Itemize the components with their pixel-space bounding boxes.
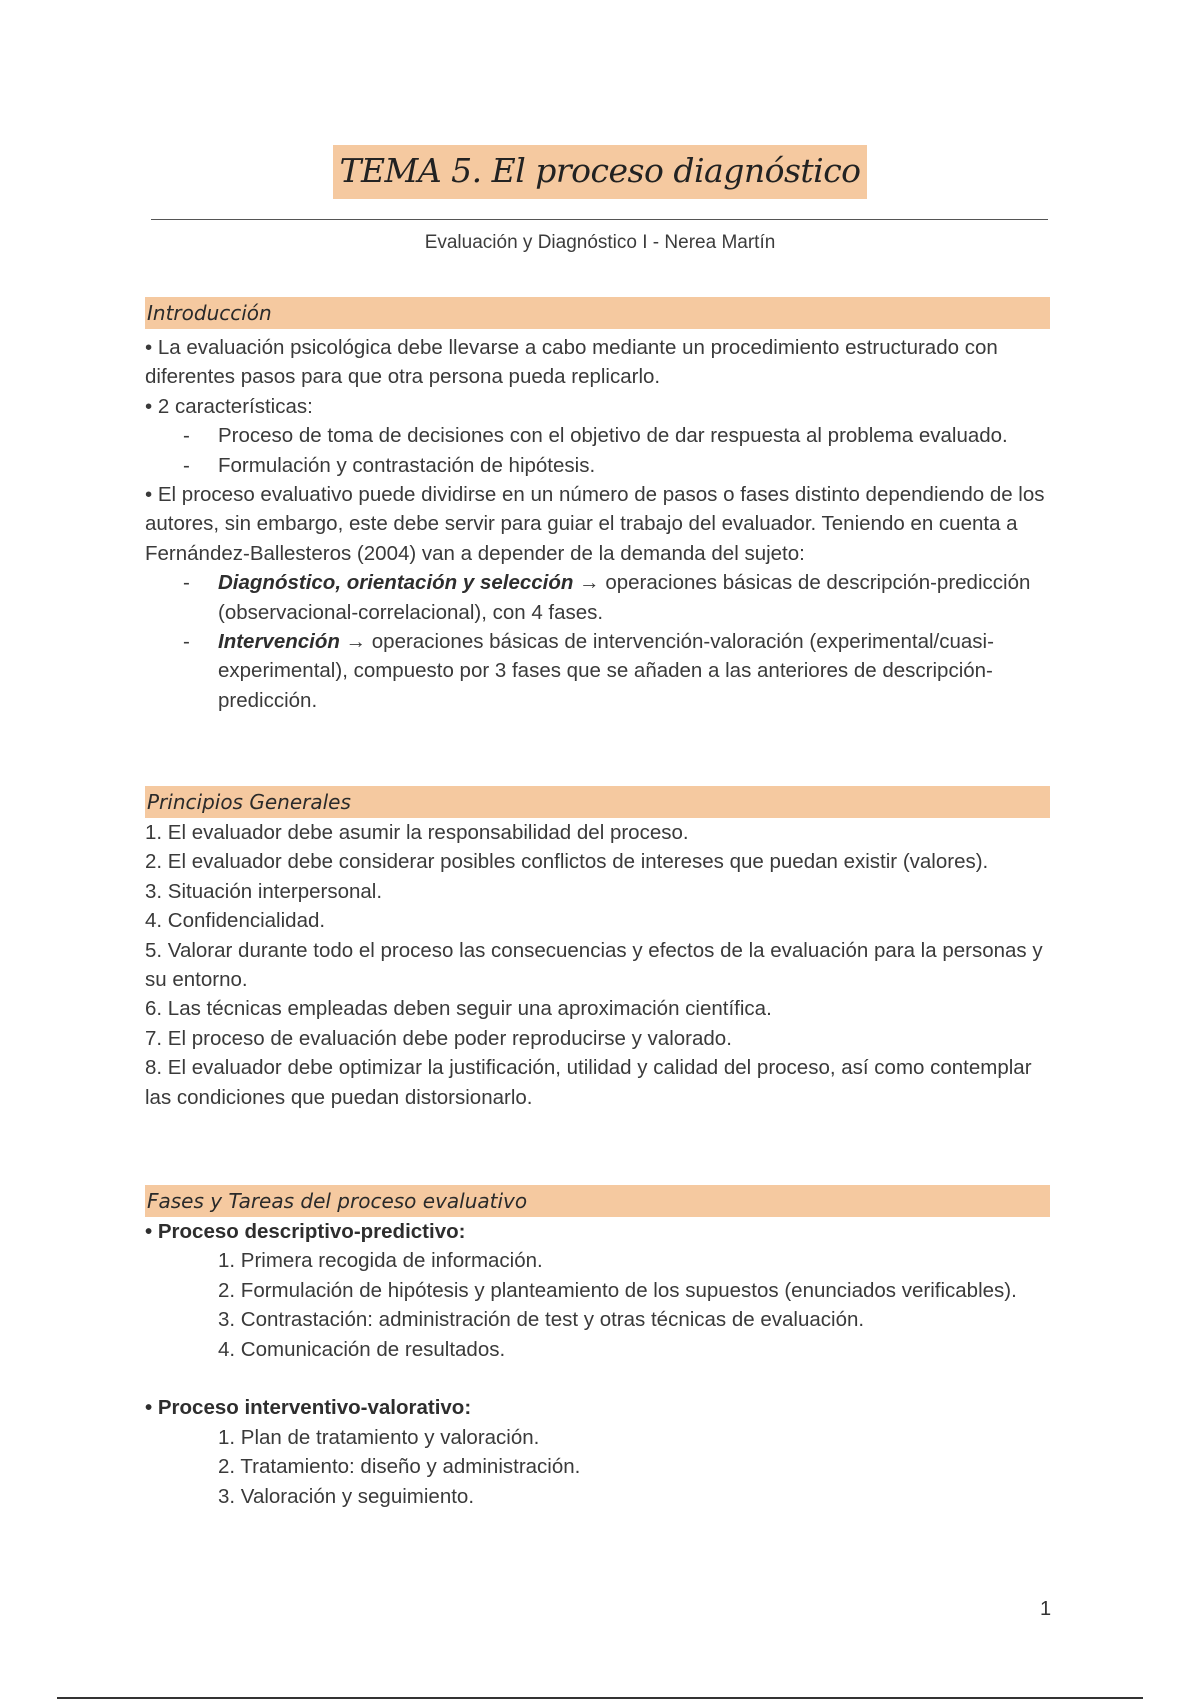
section-heading-fases: Fases y Tareas del proceso evaluativo — [145, 1185, 1050, 1217]
dash-item-text: → operaciones básicas de intervención-valoración (experimental/cuasi-experimental), compuesto por 3 fases que se añaden a las anteriores de descripción-predicción. — [218, 630, 994, 712]
list-item: 8. El evaluador debe optimizar la justificación, utilidad y calidad del proceso, así como contemplar las condiciones que puedan distorsionarlo. — [145, 1056, 1032, 1109]
process-step: 1. Plan de tratamiento y valoración. — [218, 1425, 540, 1449]
process-step: 3. Contrastación: administración de test y otras técnicas de evaluación. — [218, 1308, 865, 1332]
intro-paragraph: • 2 características: — [145, 394, 313, 418]
dash-item-term: Diagnóstico, orientación y selección — [218, 571, 574, 595]
process-title: • Proceso interventivo-valorativo: — [145, 1396, 472, 1420]
intro-body — [145, 333, 1050, 715]
list-item: 2. El evaluador debe considerar posibles conflictos de intereses que puedan existir (valores). — [145, 850, 989, 874]
list-item: 5. Valorar durante todo el proceso las consecuencias y efectos de la evaluación para la personas y su entorno. — [145, 938, 1043, 992]
dash-item-term: Intervención — [218, 630, 340, 654]
section-heading-introduccion: Introducción — [145, 297, 1050, 329]
principles-list — [145, 818, 1050, 1112]
intro-paragraph: • El proceso evaluativo puede dividirse en un número de pasos o fases distinto dependiendo de los autores, sin embargo, este debe servir para guiar el trabajo del evaluador. Teniendo en cuenta a Fernández-Ballesteros (2004) van a depender de la demanda del sujeto: — [145, 483, 1045, 565]
dash-item-text: → operaciones básicas de descripción-predicción (observacional-correlacional), con 4 fases. — [218, 571, 1031, 624]
section-heading-principios: Principios Generales — [145, 786, 1050, 818]
phases-body — [145, 1217, 1050, 1511]
section-fases — [145, 1185, 1050, 1511]
document-subtitle: Evaluación y Diagnóstico I - Nerea Martín — [424, 232, 776, 253]
process-title: • Proceso descriptivo-predictivo: — [145, 1220, 466, 1243]
list-item: 1. El evaluador debe asumir la responsabilidad del proceso. — [145, 821, 689, 844]
page-title: TEMA 5. El proceso diagnóstico — [333, 145, 866, 199]
dash-item — [145, 627, 1050, 715]
process-step: 1. Primera recogida de información. — [218, 1249, 543, 1273]
section-principios — [145, 786, 1050, 1112]
process-step: 2. Tratamiento: diseño y administración. — [218, 1455, 581, 1479]
list-item: 7. El proceso de evaluación debe poder reproducirse y valorado. — [145, 1026, 732, 1050]
intro-paragraph: • La evaluación psicológica debe llevarse a cabo mediante un procedimiento estructurado con diferentes pasos para que otra persona pueda replicarlo. — [145, 336, 998, 389]
dash-item: - Formulación y contrastación de hipótesis. — [145, 451, 1050, 480]
dash-item — [145, 568, 1050, 627]
page-bottom-edge — [57, 1697, 1143, 1699]
title-container — [0, 145, 1200, 199]
process-step: 3. Valoración y seguimiento. — [218, 1484, 475, 1508]
dash-item: - Proceso de toma de decisiones con el objetivo de dar respuesta al problema evaluado. — [145, 421, 1050, 450]
title-divider — [151, 219, 1048, 220]
process-step: 2. Formulación de hipótesis y planteamiento de los supuestos (enunciados verificables). — [218, 1278, 1017, 1302]
list-item: 6. Las técnicas empleadas deben seguir una aproximación científica. — [145, 997, 772, 1021]
list-item: 4. Confidencialidad. — [145, 909, 326, 933]
list-item: 3. Situación interpersonal. — [145, 879, 383, 903]
process-step: 4. Comunicación de resultados. — [218, 1337, 506, 1361]
section-introduccion — [145, 297, 1050, 715]
spacer — [145, 1364, 1050, 1393]
page-number: 1 — [1040, 1598, 1052, 1620]
